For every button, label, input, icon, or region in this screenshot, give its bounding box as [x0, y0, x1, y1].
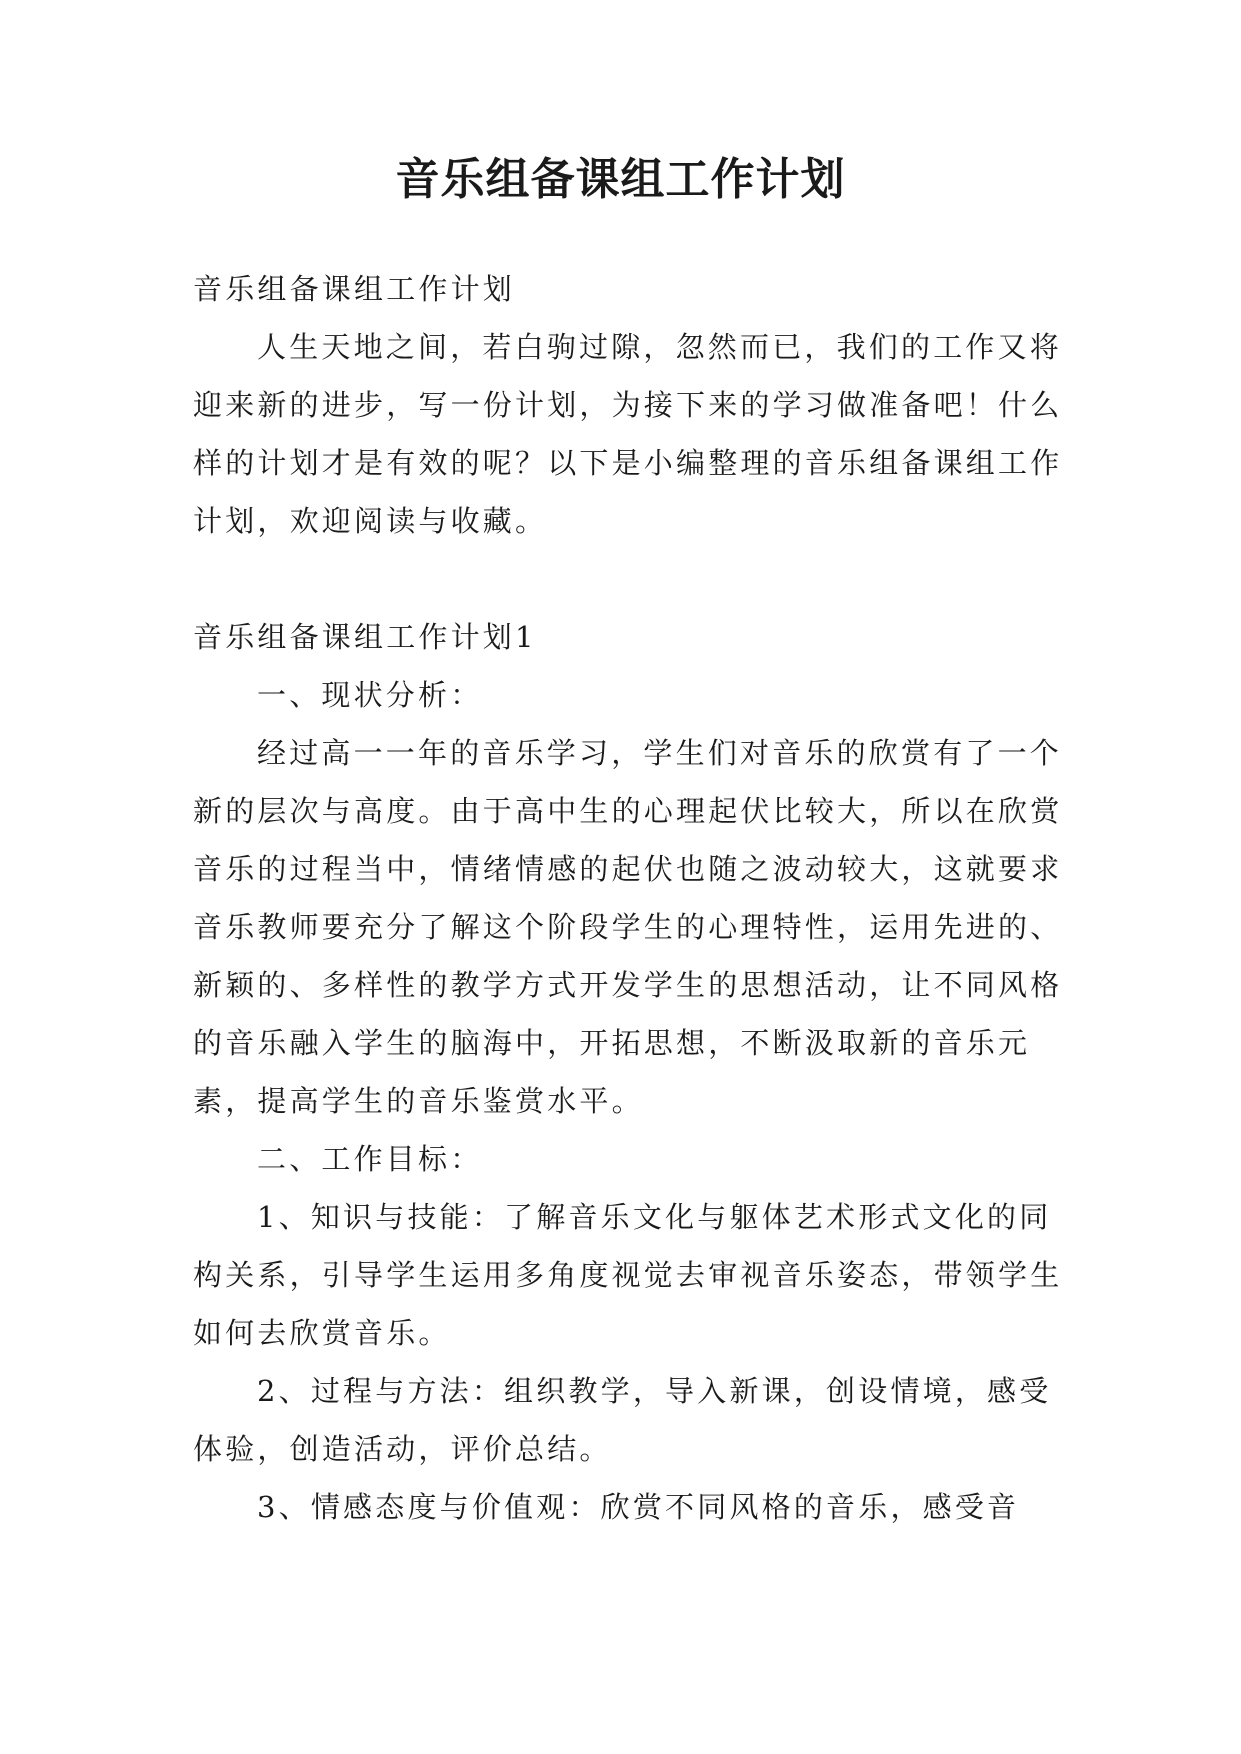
subheading-status-analysis: 一、现状分析：	[257, 678, 483, 712]
document-body	[193, 260, 1063, 1536]
intro-paragraph: 人生天地之间，若白驹过隙，忽然而已，我们的工作又将迎来新的进步，写一份计划，为接下来的学习做准备吧！什么样的计划才是有效的呢？以下是小编整理的音乐组备课组工作计划，欢迎阅读与收藏。	[193, 330, 1063, 538]
intro-heading: 音乐组备课组工作计划	[193, 272, 516, 306]
status-analysis-paragraph: 经过高一一年的音乐学习，学生们对音乐的欣赏有了一个新的层次与高度。由于高中生的心理起伏比较大，所以在欣赏音乐的过程当中，情绪情感的起伏也随之波动较大，这就要求音乐教师要充分了解这个阶段学生的心理特性，运用先进的、新颖的、多样性的教学方式开发学生的思想活动，让不同风格的音乐融入学生的脑海中，开拓思想，不断汲取新的音乐元素，提高学生的音乐鉴赏水平。	[193, 736, 1063, 1118]
goal-process-methods: 2、过程与方法：组织教学，导入新课，创设情境，感受体验，创造活动，评价总结。	[193, 1374, 1052, 1466]
section-heading: 音乐组备课组工作计划1	[193, 620, 537, 654]
document-title: 音乐组备课组工作计划	[395, 154, 846, 205]
subheading-work-goals: 二、工作目标：	[257, 1142, 483, 1176]
goal-knowledge-skills: 1、知识与技能：了解音乐文化与躯体艺术形式文化的同构关系，引导学生运用多角度视觉去审视音乐姿态，带领学生如何去欣赏音乐。	[193, 1200, 1063, 1350]
goal-emotion-values: 3、情感态度与价值观：欣赏不同风格的音乐，感受音	[257, 1490, 1020, 1524]
